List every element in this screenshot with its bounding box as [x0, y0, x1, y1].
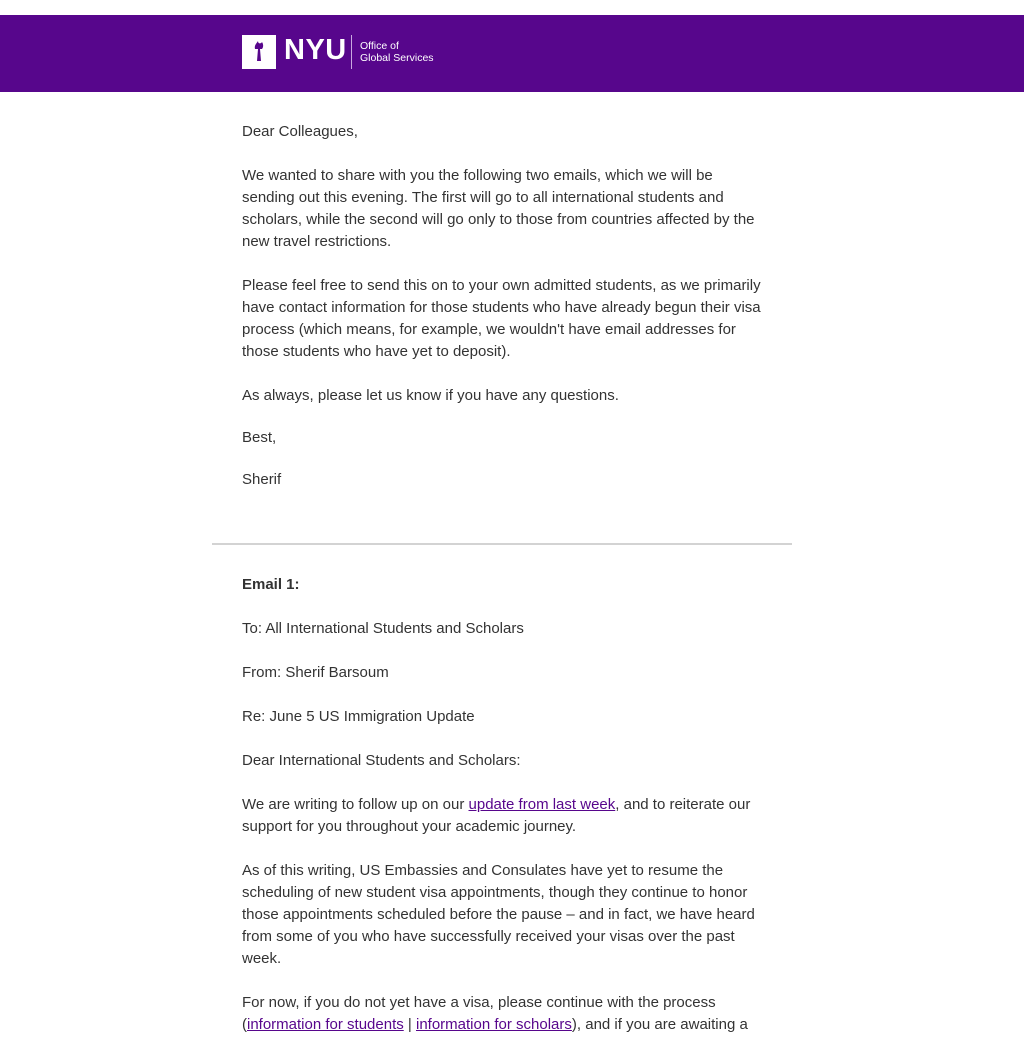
closing: Best,	[242, 429, 277, 446]
logo-divider	[351, 35, 352, 69]
information-for-students-link[interactable]: information for students	[247, 1016, 404, 1033]
intro-message	[242, 121, 767, 511]
update-from-last-week-link[interactable]: update from last week	[468, 796, 616, 813]
section-divider	[212, 543, 792, 545]
text: For now, if you do not yet have a visa, please continue with the process (	[242, 994, 716, 1033]
intro-paragraph-2: Please feel free to send this on to your own admitted students, as we primarily have contact information for those students who have already begun their visa process (which means, for example, we wouldn't have email addresses for those students who have yet to deposit).	[242, 277, 761, 360]
office-name	[360, 40, 434, 64]
text: We are writing to follow up on our	[242, 796, 469, 813]
nyu-torch-logo-icon	[242, 35, 276, 69]
information-for-scholars-link[interactable]: information for scholars	[415, 1016, 572, 1033]
email-1-subject: Re: June 5 US Immigration Update	[242, 708, 475, 725]
intro-paragraph-3: As always, please let us know if you have any questions.	[242, 387, 619, 404]
office-line-2: Global Services	[360, 52, 434, 64]
email-1-paragraph-2: As of this writing, US Embassies and Consulates have yet to resume the scheduling of new student visa appointments, though they continue to honor those appointments scheduled before the pause – and in fact, we have heard from some of you who have successfully received your visas over the past week.	[242, 862, 755, 967]
email-1-paragraph-1	[242, 794, 767, 838]
email-header-banner	[0, 15, 1024, 92]
nyu-logo-text: NYU	[284, 34, 347, 66]
email-1-heading: Email 1:	[242, 576, 300, 593]
signature: Sherif	[242, 471, 282, 488]
office-line-1: Office of	[360, 40, 399, 52]
email-1-from: From: Sherif Barsoum	[242, 664, 389, 681]
text: ), and if you are awaiting a	[571, 1016, 748, 1033]
intro-paragraph-1: We wanted to share with you the following two emails, which we will be sending out this evening. The first will go to all international students and scholars, while the second will go only to those from countries affected by the new travel restrictions.	[242, 167, 755, 250]
text: , and to reiterate our support for you throughout your academic journey.	[242, 796, 751, 835]
email-1-paragraph-3	[242, 992, 767, 1036]
email-1-salutation: Dear International Students and Scholars:	[242, 752, 521, 769]
email-1-to: To: All International Students and Scholars	[242, 620, 524, 637]
greeting: Dear Colleagues,	[242, 123, 358, 140]
separator: |	[403, 1016, 416, 1033]
email-1-section	[242, 574, 767, 1058]
